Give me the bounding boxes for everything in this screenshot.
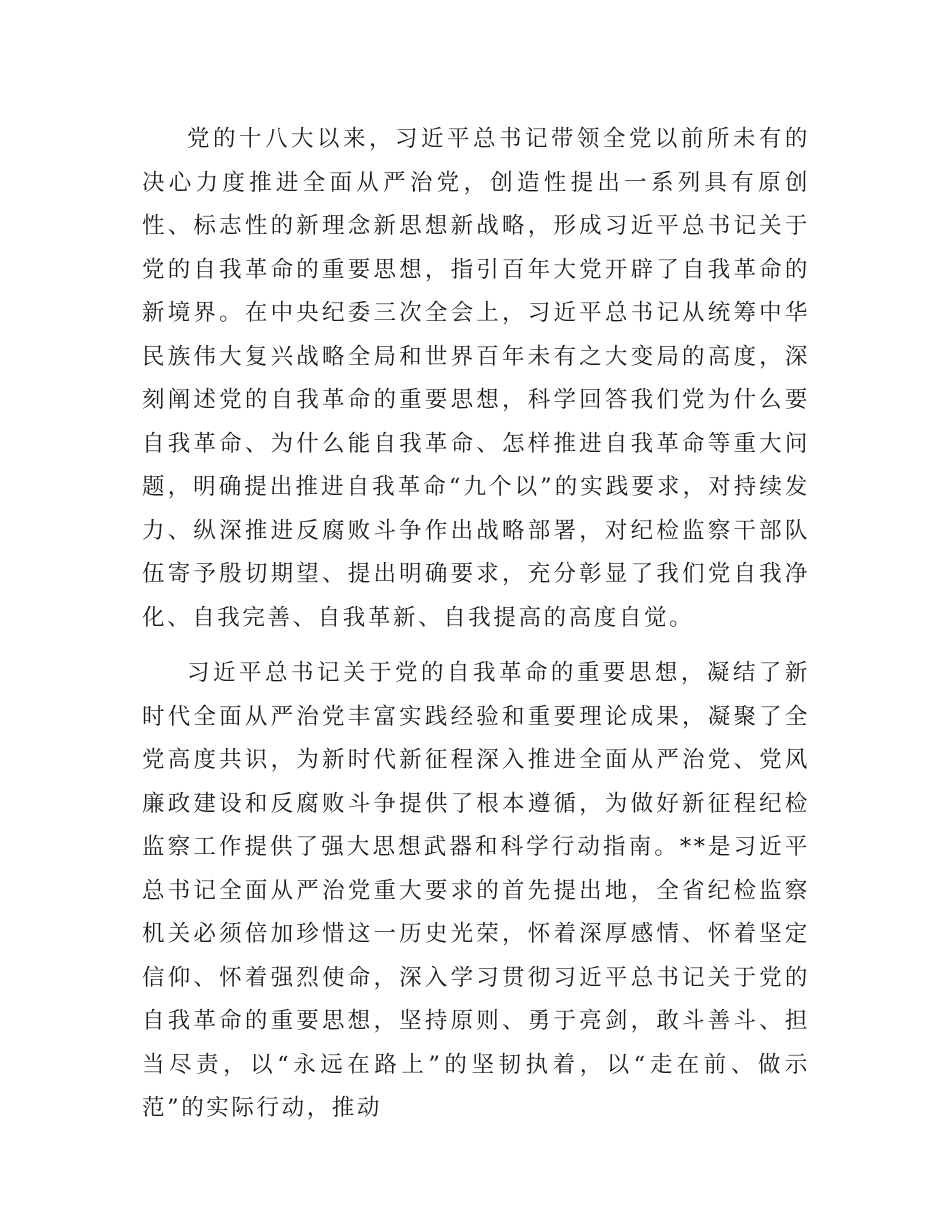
- paragraph-2: 习近平总书记关于党的自我革命的重要思想，凝结了新时代全面从严治党丰富实践经验和重要理论成果，凝聚了全党高度共识，为新时代新征程深入推进全面从严治党、党风廉政建设和反腐败斗争提供了根本遵循，为做好新征程纪检监察工作提供了强大思想武器和科学行动指南。**是习近平总书记全面从严治党重大要求的首先提出地，全省纪检监察机关必须倍加珍惜这一历史光荣，怀着深厚感情、怀着坚定信仰、怀着强烈使命，深入学习贯彻习近平总书记关于党的自我革命的重要思想，坚持原则、勇于亮剑，敢斗善斗、担当尽责，以“永远在路上”的坚韧执着，以“走在前、做示范”的实际行动，推动: [142, 660, 810, 1121]
- document-body: [142, 118, 810, 1139]
- paragraph-1: 党的十八大以来，习近平总书记带领全党以前所未有的决心力度推进全面从严治党，创造性提出一系列具有原创性、标志性的新理念新思想新战略，形成习近平总书记关于党的自我革命的重要思想，指引百年大党开辟了自我革命的新境界。在中央纪委三次全会上，习近平总书记从统筹中华民族伟大复兴战略全局和世界百年未有之大变局的高度，深刻阐述党的自我革命的重要思想，科学回答我们党为什么要自我革命、为什么能自我革命、怎样推进自我革命等重大问题，明确提出推进自我革命“九个以”的实践要求，对持续发力、纵深推进反腐败斗争作出战略部署，对纪检监察干部队伍寄予殷切期望、提出明确要求，充分彰显了我们党自我净化、自我完善、自我革新、自我提高的高度自觉。: [142, 126, 810, 631]
